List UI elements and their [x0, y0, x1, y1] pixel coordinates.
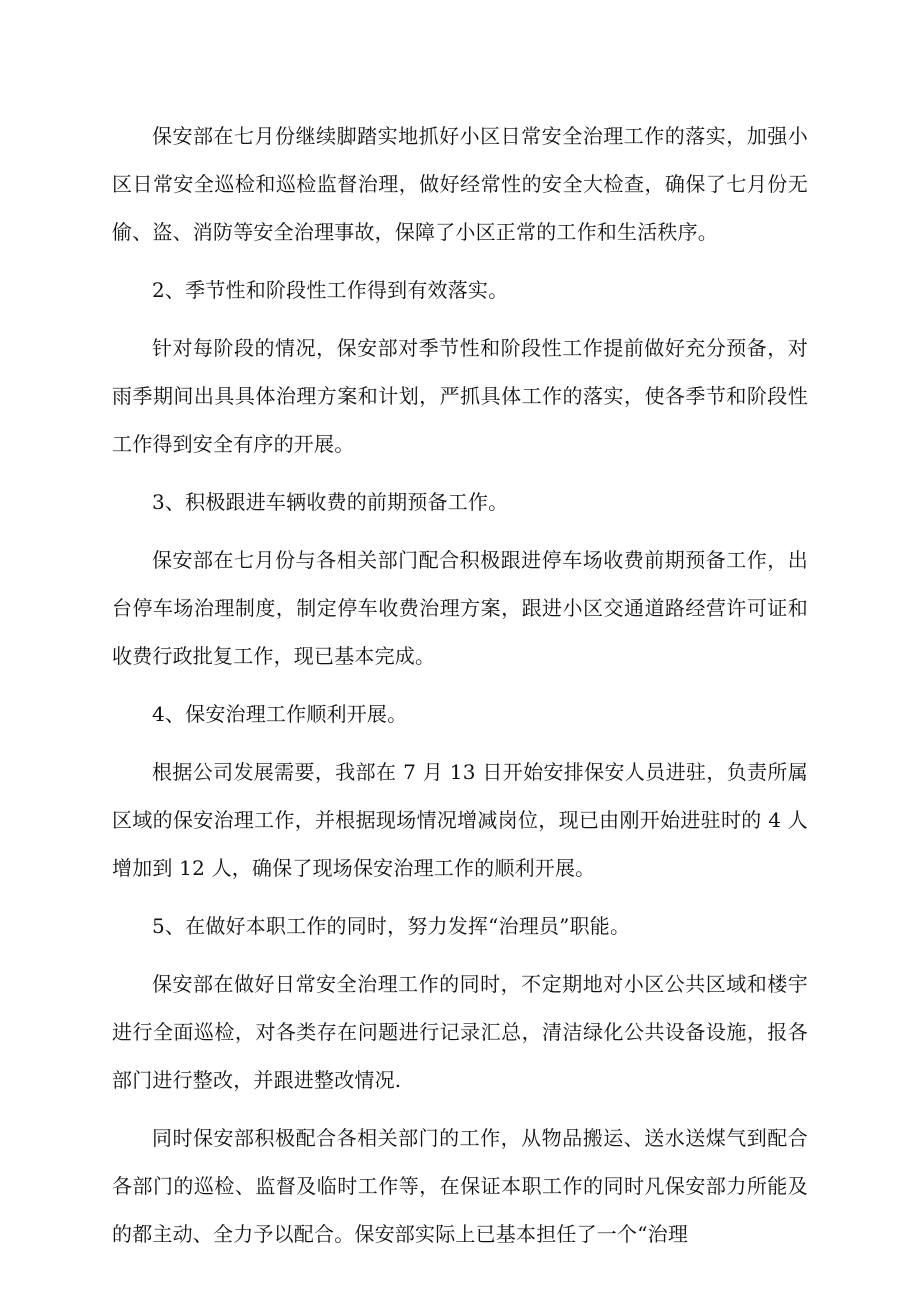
section-heading-5: 5、在做好本职工作的同时，努力发挥“治理员”职能。 [152, 914, 631, 938]
section-heading-2: 2、季节性和阶段性工作得到有效落实。 [152, 278, 509, 302]
paragraph-security-daily: 保安部在七月份继续脚踏实地抓好小区日常安全治理工作的落实，加强小区日常安全巡检和巡检监督治理，做好经常性的安全大检查，确保了七月份无偷、盗、消防等安全治理事故，保障了小区正常的工作和生活秩序。 [112, 124, 808, 244]
document-body [112, 112, 808, 1268]
section-heading-3: 3、积极跟进车辆收费的前期预备工作。 [152, 490, 509, 514]
paragraph-parking-fees: 保安部在七月份与各相关部门配合积极跟进停车场收费前期预备工作，出台停车场治理制度，制定停车收费治理方案，跟进小区交通道路经营许可证和收费行政批复工作，现已基本完成。 [112, 548, 808, 668]
section-heading-4: 4、保安治理工作顺利开展。 [152, 702, 408, 726]
paragraph-guard-deployment: 根据公司发展需要，我部在 7 月 13 日开始安排保安人员进驻，负责所属区域的保安治理工作，并根据现场情况增减岗位，现已由刚开始进驻时的 4 人增加到 12 人，确保了现场保安治理工作的顺利开展。 [112, 760, 808, 880]
paragraph-cooperation: 同时保安部积极配合各相关部门的工作，从物品搬运、送水送煤气到配合各部门的巡检、监督及临时工作等，在保证本职工作的同时凡保安部力所能及的都主动、全力予以配合。保安部实际上已基本担任了一个“治理 [112, 1126, 808, 1246]
paragraph-seasonal-work: 针对每阶段的情况，保安部对季节性和阶段性工作提前做好充分预备，对雨季期间出具具体治理方案和计划，严抓具体工作的落实，使各季节和阶段性工作得到安全有序的开展。 [112, 336, 808, 456]
paragraph-inspection: 保安部在做好日常安全治理工作的同时，不定期地对小区公共区域和楼宇进行全面巡检，对各类存在问题进行记录汇总，清洁绿化公共设备设施，报各部门进行整改，并跟进整改情况. [112, 972, 808, 1092]
